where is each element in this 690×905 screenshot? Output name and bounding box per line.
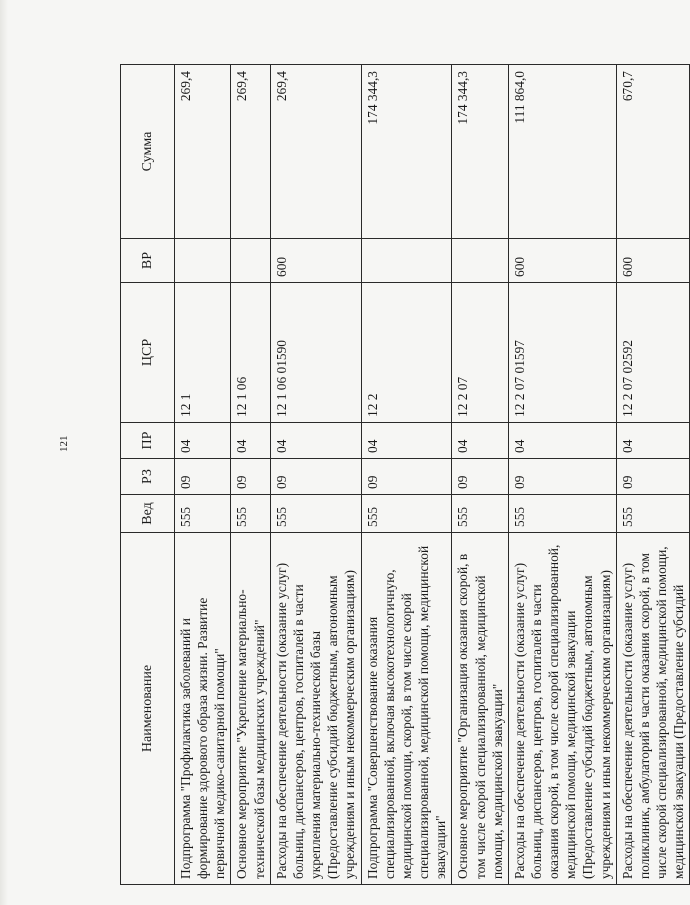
row-rz: 09 xyxy=(231,459,270,495)
row-vr xyxy=(452,239,508,283)
row-rz: 09 xyxy=(452,459,508,495)
header-rz: РЗ xyxy=(121,459,175,495)
row-name: Расходы на обеспечение деятельности (оказание услуг) поликлиник, амбулаторий в части оказания скорой, в том числе скорой специализированной, медицинской помощи, медицинской эвакуации (Предоставление субсидий xyxy=(616,533,690,885)
row-vr: 600 xyxy=(616,239,690,283)
row-pr: 04 xyxy=(452,423,508,459)
header-name: Наименование xyxy=(121,533,175,885)
row-pr: 04 xyxy=(616,423,690,459)
row-csr: 12 2 07 01597 xyxy=(508,283,616,423)
table-row xyxy=(361,65,452,885)
row-ved: 555 xyxy=(175,495,231,533)
table-row xyxy=(452,65,508,885)
row-sum: 269,4 xyxy=(270,65,361,239)
row-ved: 555 xyxy=(452,495,508,533)
header-sum: Сумма xyxy=(121,65,175,239)
row-csr: 12 2 07 02592 xyxy=(616,283,690,423)
row-pr: 04 xyxy=(361,423,452,459)
header-ved: Вед xyxy=(121,495,175,533)
table-row xyxy=(231,65,270,885)
row-pr: 04 xyxy=(175,423,231,459)
row-pr: 04 xyxy=(270,423,361,459)
row-name: Подпрограмма "Совершенствование оказания специализированной, включая высокотехнологичную, медицинской помощи, скорой, в том числе скорой специализированной, медицинской помощи, медицинской эвакуации" xyxy=(361,533,452,885)
row-pr: 04 xyxy=(508,423,616,459)
row-rz: 09 xyxy=(175,459,231,495)
row-vr xyxy=(361,239,452,283)
row-pr: 04 xyxy=(231,423,270,459)
row-vr xyxy=(231,239,270,283)
row-rz: 09 xyxy=(616,459,690,495)
row-sum: 670,7 xyxy=(616,65,690,239)
row-vr xyxy=(175,239,231,283)
row-sum: 269,4 xyxy=(175,65,231,239)
row-vr: 600 xyxy=(270,239,361,283)
scan-edge-shadow xyxy=(0,0,8,905)
row-name: Подпрограмма "Профилактика заболеваний и формирование здорового образа жизни. Развитие первичной медико-санитарной помощи" xyxy=(175,533,231,885)
table-row xyxy=(270,65,361,885)
table-row xyxy=(616,65,690,885)
table-row xyxy=(175,65,231,885)
header-row xyxy=(121,65,175,885)
row-sum: 269,4 xyxy=(231,65,270,239)
budget-table xyxy=(120,64,690,885)
row-name: Расходы на обеспечение деятельности (оказание услуг) больниц, диспансеров, центров, госпиталей в части укрепления материально-технической базы (Предоставление субсидий бюджетным, автономным учреждениям и иным некоммерческим организациям) xyxy=(270,533,361,885)
rotated-sheet xyxy=(120,55,687,885)
header-vr: ВР xyxy=(121,239,175,283)
row-ved: 555 xyxy=(616,495,690,533)
row-csr: 12 1 06 xyxy=(231,283,270,423)
row-rz: 09 xyxy=(361,459,452,495)
header-csr: ЦСР xyxy=(121,283,175,423)
row-csr: 12 1 06 01590 xyxy=(270,283,361,423)
row-rz: 09 xyxy=(270,459,361,495)
row-sum: 174 344,3 xyxy=(361,65,452,239)
row-csr: 12 2 xyxy=(361,283,452,423)
row-ved: 555 xyxy=(231,495,270,533)
row-name: Расходы на обеспечение деятельности (оказание услуг) больниц, диспансеров, центров, госпиталей в части оказания скорой, в том числе скорой специализированной, медицинской помощи, медицинской эвакуации (Предоставление субсидий бюджетным, автономным учреждениям и иным некоммерческим организациям) xyxy=(508,533,616,885)
header-pr: ПР xyxy=(121,423,175,459)
row-name: Основное мероприятие "Укрепление материально-технической базы медицинских учреждений" xyxy=(231,533,270,885)
row-ved: 555 xyxy=(270,495,361,533)
page-number: 121 xyxy=(58,435,70,452)
table-row xyxy=(508,65,616,885)
row-sum: 111 864,0 xyxy=(508,65,616,239)
row-ved: 555 xyxy=(361,495,452,533)
row-csr: 12 1 xyxy=(175,283,231,423)
row-ved: 555 xyxy=(508,495,616,533)
row-csr: 12 2 07 xyxy=(452,283,508,423)
row-sum: 174 344,3 xyxy=(452,65,508,239)
row-name: Основное мероприятие "Организация оказания скорой, в том числе скорой специализированной, медицинской помощи, медицинской эвакуации" xyxy=(452,533,508,885)
row-rz: 09 xyxy=(508,459,616,495)
row-vr: 600 xyxy=(508,239,616,283)
